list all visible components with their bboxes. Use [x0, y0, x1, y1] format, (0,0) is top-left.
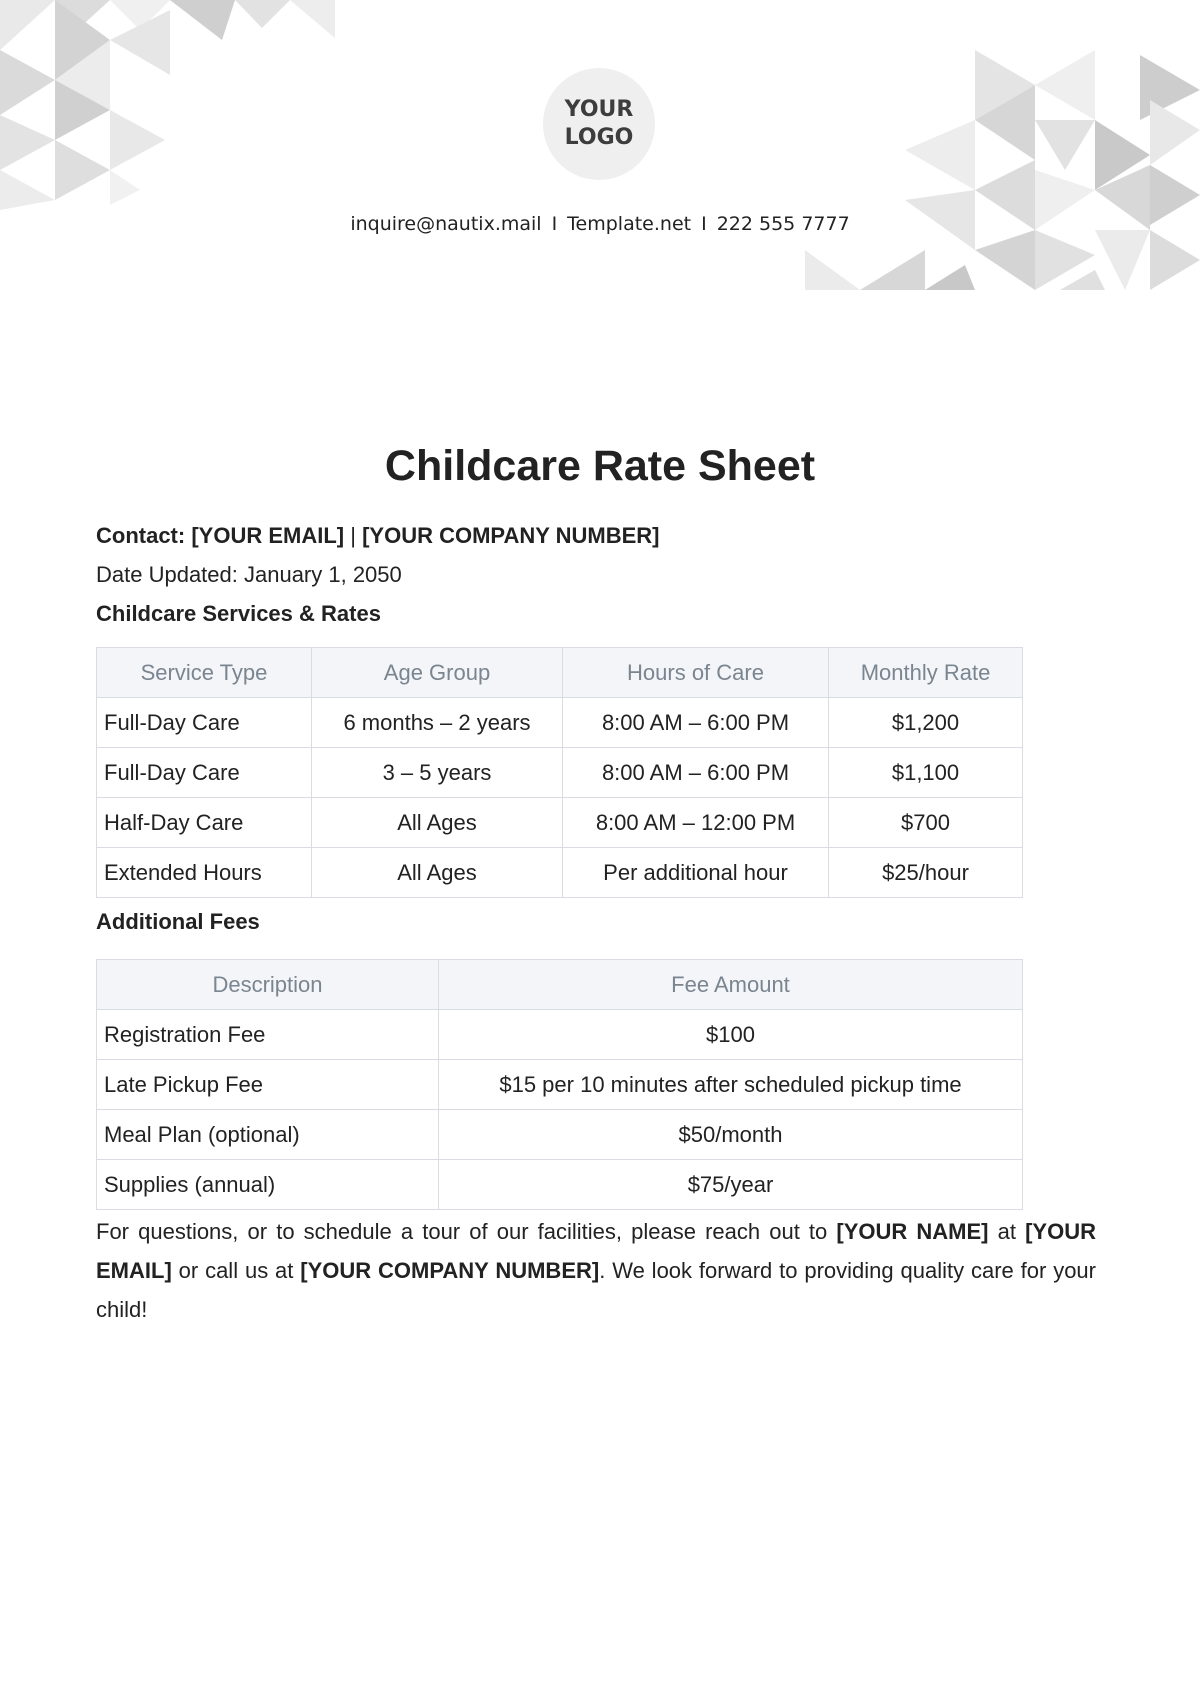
rate-cell: $1,100	[829, 748, 1023, 798]
fee-amount-cell: $75/year	[439, 1160, 1023, 1210]
closing-text: at	[988, 1219, 1026, 1244]
header-phone: 222 555 7777	[716, 213, 850, 235]
closing-number: [YOUR COMPANY NUMBER]	[300, 1258, 600, 1283]
closing-name: [YOUR NAME]	[836, 1219, 989, 1244]
company-logo	[543, 68, 655, 180]
contact-email: [YOUR EMAIL]	[191, 523, 345, 548]
table-row	[97, 1160, 1023, 1210]
age-group-cell: All Ages	[312, 798, 563, 848]
column-header: Fee Amount	[439, 960, 1023, 1010]
hours-cell: Per additional hour	[563, 848, 829, 898]
rate-cell: $25/hour	[829, 848, 1023, 898]
decorative-triangle-pattern-top-right	[805, 50, 1200, 290]
rate-cell: $700	[829, 798, 1023, 848]
contact-info	[96, 516, 1096, 555]
service-type-cell: Half-Day Care	[97, 798, 312, 848]
column-header: Monthly Rate	[829, 648, 1023, 698]
table-row	[97, 848, 1023, 898]
contact-number: [YOUR COMPANY NUMBER]	[362, 523, 660, 548]
header-website: Template.net	[567, 213, 692, 235]
closing-email: [YOUR EMAIL]	[96, 1219, 1096, 1283]
fee-description-cell: Supplies (annual)	[97, 1160, 439, 1210]
closing-text: For questions, or to schedule a tour of our facilities, please reach out to	[96, 1219, 837, 1244]
hours-cell: 8:00 AM – 12:00 PM	[563, 798, 829, 848]
service-type-cell: Full-Day Care	[97, 748, 312, 798]
fee-amount-cell: $50/month	[439, 1110, 1023, 1160]
service-type-cell: Full-Day Care	[97, 698, 312, 748]
table-row	[97, 1060, 1023, 1110]
column-header: Age Group	[312, 648, 563, 698]
contact-label: Contact:	[96, 523, 186, 548]
additional-fees-table	[96, 959, 1023, 1210]
age-group-cell: 3 – 5 years	[312, 748, 563, 798]
closing-text: or call us at	[171, 1258, 301, 1283]
contact-divider: |	[350, 523, 356, 548]
header-separator: I	[701, 213, 707, 235]
date-updated: Date Updated: January 1, 2050	[96, 562, 402, 587]
fee-description-cell: Late Pickup Fee	[97, 1060, 439, 1110]
table-row	[97, 698, 1023, 748]
age-group-cell: 6 months – 2 years	[312, 698, 563, 748]
table-header-row	[97, 960, 1023, 1010]
column-header: Hours of Care	[563, 648, 829, 698]
table-row	[97, 1010, 1023, 1060]
document-title: Childcare Rate Sheet	[384, 442, 816, 490]
rate-cell: $1,200	[829, 698, 1023, 748]
header-email: inquire@nautix.mail	[350, 213, 542, 235]
fee-description-cell: Registration Fee	[97, 1010, 439, 1060]
header-separator: I	[551, 213, 558, 235]
age-group-cell: All Ages	[312, 848, 563, 898]
table-row	[97, 748, 1023, 798]
header-contact-line	[0, 213, 1200, 235]
fees-heading: Additional Fees	[96, 909, 260, 934]
table-row	[97, 1110, 1023, 1160]
decorative-triangle-pattern-top-left	[0, 0, 340, 210]
hours-cell: 8:00 AM – 6:00 PM	[563, 748, 829, 798]
table-header-row	[97, 648, 1023, 698]
service-type-cell: Extended Hours	[97, 848, 312, 898]
table-row	[97, 798, 1023, 848]
column-header: Service Type	[97, 648, 312, 698]
services-heading: Childcare Services & Rates	[96, 601, 381, 626]
services-rates-table	[96, 647, 1023, 898]
logo-text-line1: YOUR	[564, 97, 634, 122]
column-header: Description	[97, 960, 439, 1010]
fee-amount-cell: $15 per 10 minutes after scheduled pickup time	[439, 1060, 1023, 1110]
document-body	[96, 516, 1096, 1329]
fee-description-cell: Meal Plan (optional)	[97, 1110, 439, 1160]
hours-cell: 8:00 AM – 6:00 PM	[563, 698, 829, 748]
closing-text: . We look forward to providing quality care for your child!	[96, 1258, 1096, 1322]
fee-amount-cell: $100	[439, 1010, 1023, 1060]
logo-text-line2: LOGO	[564, 125, 634, 150]
closing-paragraph	[96, 1212, 1096, 1329]
